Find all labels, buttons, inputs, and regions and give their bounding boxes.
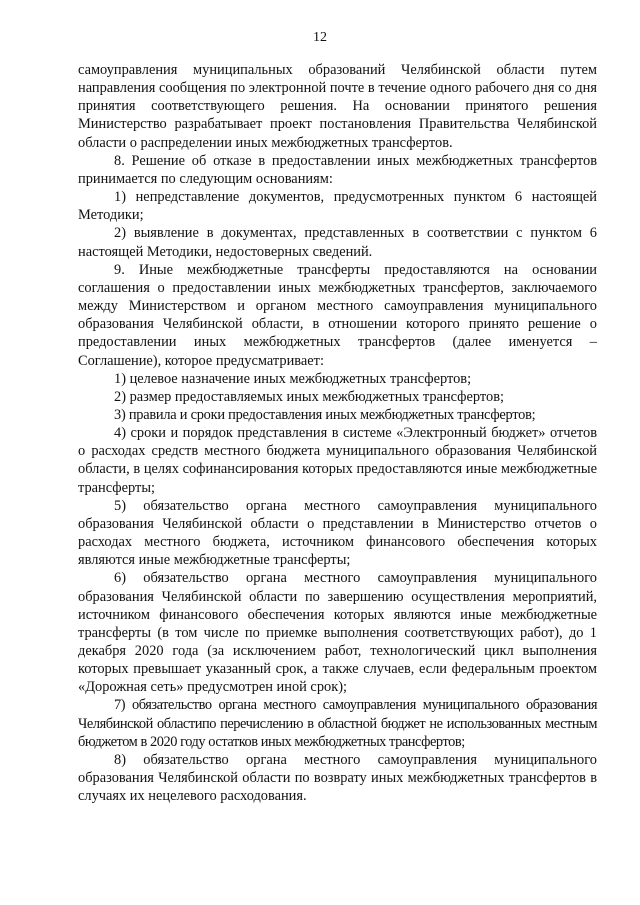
paragraph-item-9: 9. Иные межбюджетные трансферты предоставляются на основании соглашения о предоставлении иных межбюджетных трансфертов, заключаемого между Министерством и органом местного самоуправления муниципального образования Челябинской области, в отношении которого принято решение о предоставлении иных межбюджетных трансфертов (далее именуется – Соглашение), которое предусматривает: — [78, 261, 597, 369]
paragraph-subitem-8-2: 2) выявление в документах, представленных в соответствии с пунктом 6 настоящей Методики, недостоверных сведений. — [78, 225, 597, 260]
paragraph-subitem-9-2: 2) размер предоставляемых иных межбюджетных трансфертов; — [114, 388, 504, 405]
paragraph-subitem-9-5: 5) обязательство органа местного самоуправления муниципального образования Челябинской области о представлении в Министерство отчетов о расходах местного бюджета, источником финансового обеспечения которых являются иные межбюджетные трансферты; — [78, 497, 597, 569]
paragraph-subitem-9-7: 7) обязательство органа местного самоуправления муниципального образования Челябинской областипо перечислению в областной бюджет не использованных местным бюджетом в 2020 году остатков иных межбюджетных трансфертов; — [78, 697, 597, 750]
paragraph-item-8: 8. Решение об отказе в предоставлении иных межбюджетных трансфертов принимается по следующим основаниям: — [78, 152, 597, 187]
paragraph-subitem-9-8: 8) обязательство органа местного самоуправления муниципального образования Челябинской области по возврату иных межбюджетных трансфертов в случаях их нецелевого расходования. — [78, 751, 597, 805]
paragraph-continuation: самоуправления муниципальных образований Челябинской области путем направления сообщения по электронной почте в течение одного рабочего дня со дня принятия соответствующего решения. На основании принятого решения Министерство разрабатывает проект постановления Правительства Челябинской области о распределении иных межбюджетных трансфертов. — [78, 62, 597, 151]
paragraph-subitem-9-1: 1) целевое назначение иных межбюджетных трансфертов; — [114, 370, 472, 387]
paragraph-subitem-8-1: 1) непредставление документов, предусмотренных пунктом 6 настоящей Методики; — [78, 189, 597, 224]
document-body — [78, 61, 597, 805]
page-number: 12 — [313, 30, 327, 45]
paragraph-subitem-9-6: 6) обязательство органа местного самоуправления муниципального образования Челябинской области по завершению осуществления мероприятий, источником финансового обеспечения которых являются иные межбюджетные трансферты (в том числе по приемке выполнения соответствующих работ), до 1 декабря 2020 года (за исключением работ, технологический цикл выполнения которых превышает указанный срок, а также случаев, если федеральным проектом «Дорожная сеть» предусмотрен иной срок); — [78, 570, 597, 696]
paragraph-subitem-9-4: 4) сроки и порядок представления в системе «Электронный бюджет» отчетов о расходах средств местного бюджета муниципального образования Челябинской области, в целях софинансирования которых предоставляются иные межбюджетные трансферты; — [78, 425, 597, 496]
paragraph-subitem-9-3: 3) правила и сроки предоставления иных межбюджетных трансфертов; — [114, 406, 536, 423]
